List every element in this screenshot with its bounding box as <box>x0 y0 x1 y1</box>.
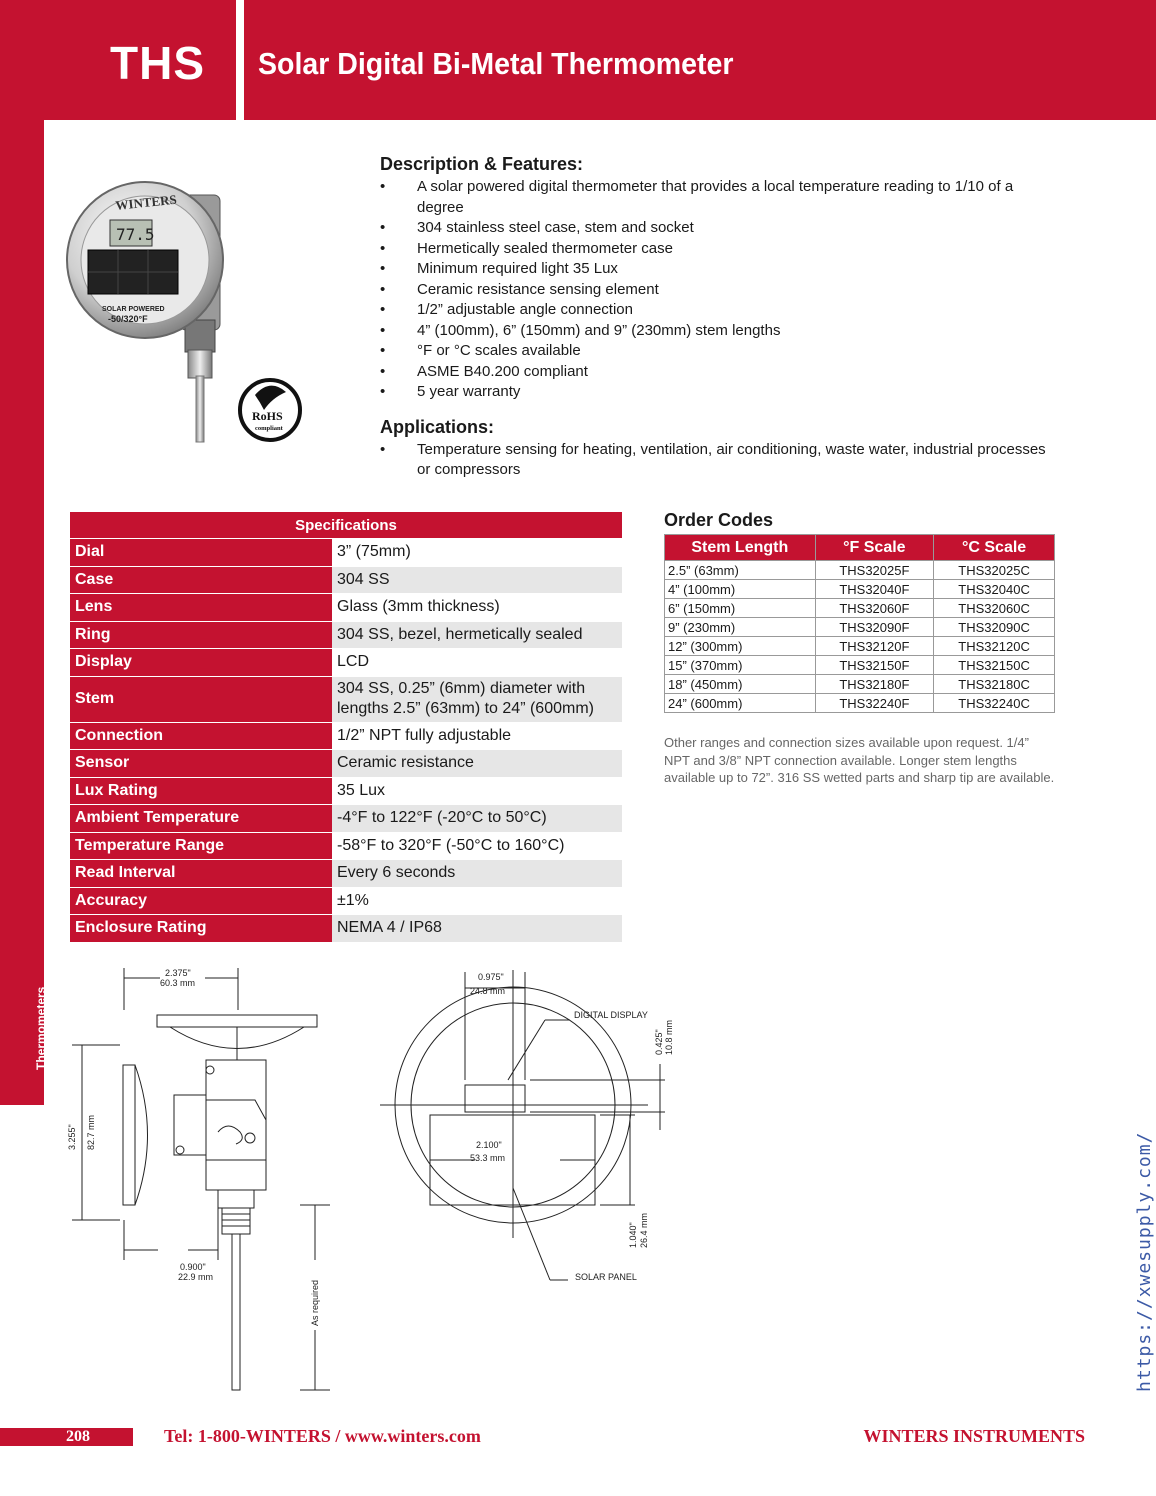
dim-display-h-mm: 10.8 mm <box>664 1019 674 1055</box>
spec-row <box>70 621 622 649</box>
spec-key: Ring <box>70 621 332 649</box>
spec-value: NEMA 4 / IP68 <box>332 915 622 942</box>
order-cell: 24” (600mm) <box>665 694 816 713</box>
order-row <box>665 599 1055 618</box>
spec-value: 1/2” NPT fully adjustable <box>332 722 622 750</box>
spec-key: Stem <box>70 676 332 722</box>
order-codes-table <box>664 534 1055 713</box>
order-header: Stem Length <box>665 535 816 561</box>
label-solar-panel: SOLAR PANEL <box>575 1272 637 1282</box>
product-photo <box>60 150 320 450</box>
applications-list <box>380 440 1060 481</box>
product-brand: WINTERS <box>114 191 178 213</box>
order-row <box>665 656 1055 675</box>
order-row <box>665 580 1055 599</box>
spec-value: -4°F to 122°F (-20°C to 50°C) <box>332 805 622 833</box>
spec-key: Sensor <box>70 750 332 778</box>
spec-key: Enclosure Rating <box>70 915 332 942</box>
order-cell: 12” (300mm) <box>665 637 816 656</box>
label-digital-display: DIGITAL DISPLAY <box>574 1010 648 1020</box>
order-cell: THS32025F <box>815 561 934 580</box>
spec-row <box>70 915 622 942</box>
spec-key: Lux Rating <box>70 777 332 805</box>
spec-key: Display <box>70 649 332 677</box>
order-cell: THS32180F <box>815 675 934 694</box>
feature-list <box>380 177 1060 403</box>
footer-contact: Tel: 1-800-WINTERS / www.winters.com <box>164 1426 481 1446</box>
feature-item: • A solar powered digital thermometer that provides a local temperature reading to 1/10 of a degree <box>380 177 1060 218</box>
spec-key: Case <box>70 566 332 594</box>
spec-row <box>70 649 622 677</box>
spec-value: 304 SS, bezel, hermetically sealed <box>332 621 622 649</box>
dim-offset-in: 0.900" <box>180 1262 206 1272</box>
spec-row <box>70 805 622 833</box>
spec-key: Read Interval <box>70 860 332 888</box>
applications-section <box>380 417 1060 481</box>
order-cell: THS32120F <box>815 637 934 656</box>
side-view-drawing <box>60 960 360 1400</box>
spec-row <box>70 566 622 594</box>
order-codes-note: Other ranges and connection sizes available upon request. 1/4” NPT and 3/8” NPT connection available. Longer stem lengths available up to 72”. 316 SS wetted parts and sharp tip are available. <box>664 735 1055 785</box>
spec-row <box>70 777 622 805</box>
order-cell: THS32040F <box>815 580 934 599</box>
order-row <box>665 561 1055 580</box>
description-heading: Description & Features: <box>380 154 584 174</box>
spec-row <box>70 860 622 888</box>
feature-item: • ASME B40.200 compliant <box>380 362 1060 383</box>
order-cell: 15” (370mm) <box>665 656 816 675</box>
spec-row <box>70 594 622 622</box>
spec-value: 304 SS <box>332 566 622 594</box>
feature-item: • 4” (100mm), 6” (150mm) and 9” (230mm) stem lengths <box>380 321 1060 342</box>
spec-row <box>70 676 622 722</box>
order-row <box>665 694 1055 713</box>
spec-key: Temperature Range <box>70 832 332 860</box>
order-cell: THS32150C <box>934 656 1055 675</box>
front-view-drawing <box>380 960 700 1300</box>
sidebar-tab <box>0 120 44 1105</box>
dim-height-in: 3.255" <box>67 1124 77 1150</box>
product-dial-text-1: SOLAR POWERED <box>102 306 165 313</box>
product-code: THS <box>110 37 205 89</box>
dim-width-in: 2.375" <box>165 968 191 978</box>
dim-panel-w-in: 2.100" <box>476 1140 502 1150</box>
spec-value: 35 Lux <box>332 777 622 805</box>
feature-item: • 5 year warranty <box>380 382 1060 403</box>
feature-item: • 1/2” adjustable angle connection <box>380 300 1060 321</box>
order-cell: THS32120C <box>934 637 1055 656</box>
spec-row <box>70 750 622 778</box>
feature-item: • Ceramic resistance sensing element <box>380 280 1060 301</box>
order-row <box>665 675 1055 694</box>
spec-key: Accuracy <box>70 887 332 915</box>
spec-row <box>70 832 622 860</box>
feature-item: • 304 stainless steel case, stem and socket <box>380 218 1060 239</box>
spec-value: 304 SS, 0.25” (6mm) diameter with lengths 2.5” (63mm) to 24” (600mm) <box>332 676 622 722</box>
product-display-reading: 77.5 <box>116 225 155 244</box>
order-cell: 4” (100mm) <box>665 580 816 599</box>
order-header: °C Scale <box>934 535 1055 561</box>
dim-offset-mm: 22.9 mm <box>178 1272 214 1282</box>
feature-item: • °F or °C scales available <box>380 341 1060 362</box>
order-cell: 6” (150mm) <box>665 599 816 618</box>
spec-key: Lens <box>70 594 332 622</box>
order-cell: 2.5” (63mm) <box>665 561 816 580</box>
order-cell: 18” (450mm) <box>665 675 816 694</box>
source-url-link[interactable]: https://xwesupply.com/ <box>1134 1131 1155 1392</box>
page-number: 208 <box>66 1428 90 1445</box>
footer-company: WINTERS INSTRUMENTS <box>863 1426 1085 1446</box>
order-codes-title: Order Codes <box>664 510 774 530</box>
description-section <box>380 154 1060 481</box>
order-cell: THS32090F <box>815 618 934 637</box>
order-cell: THS32090C <box>934 618 1055 637</box>
rohs-badge-icon <box>240 380 300 440</box>
order-cell: 9” (230mm) <box>665 618 816 637</box>
order-cell: THS32025C <box>934 561 1055 580</box>
dim-panel-h-mm: 26.4 mm <box>639 1212 649 1248</box>
spec-key: Dial <box>70 539 332 567</box>
dim-display-w-mm: 24.8 mm <box>470 986 506 996</box>
order-cell: THS32150F <box>815 656 934 675</box>
product-dial-text-2: -50/320°F <box>108 314 148 324</box>
dim-display-h-in: 0.425" <box>654 1029 664 1055</box>
spec-value: Ceramic resistance <box>332 750 622 778</box>
rohs-compliant-text: compliant <box>255 425 283 432</box>
page-title: Solar Digital Bi-Metal Thermometer <box>258 46 734 81</box>
spec-value: Every 6 seconds <box>332 860 622 888</box>
spec-value: -58°F to 320°F (-50°C to 160°C) <box>332 832 622 860</box>
spec-row <box>70 887 622 915</box>
dim-height-mm: 82.7 mm <box>86 1114 96 1150</box>
order-cell: THS32040C <box>934 580 1055 599</box>
order-row <box>665 637 1055 656</box>
specifications-table <box>70 512 622 942</box>
order-cell: THS32240C <box>934 694 1055 713</box>
order-cell: THS32240F <box>815 694 934 713</box>
applications-heading: Applications: <box>380 416 495 437</box>
spec-row <box>70 722 622 750</box>
spec-value: ±1% <box>332 887 622 915</box>
spec-value: LCD <box>332 649 622 677</box>
dim-display-w-in: 0.975" <box>478 972 504 982</box>
order-row <box>665 618 1055 637</box>
dim-width-mm: 60.3 mm <box>160 978 196 988</box>
spec-key: Ambient Temperature <box>70 805 332 833</box>
spec-key: Connection <box>70 722 332 750</box>
dim-panel-w-mm: 53.3 mm <box>470 1153 506 1163</box>
specifications-title: Specifications <box>70 512 622 539</box>
application-item: • Temperature sensing for heating, ventilation, air conditioning, waste water, industrial processes or compressors <box>380 440 1060 481</box>
spec-value: Glass (3mm thickness) <box>332 594 622 622</box>
order-header: °F Scale <box>815 535 934 561</box>
order-cell: THS32180C <box>934 675 1055 694</box>
feature-item: • Minimum required light 35 Lux <box>380 259 1060 280</box>
rohs-text: RoHS <box>252 409 283 423</box>
order-cell: THS32060F <box>815 599 934 618</box>
dim-panel-h-in: 1.040" <box>628 1222 638 1248</box>
dim-stem-label: As required <box>310 1279 320 1326</box>
sidebar-label: Thermometers <box>34 986 48 1070</box>
spec-value: 3” (75mm) <box>332 539 622 567</box>
order-cell: THS32060C <box>934 599 1055 618</box>
feature-item: • Hermetically sealed thermometer case <box>380 239 1060 260</box>
spec-row <box>70 539 622 567</box>
